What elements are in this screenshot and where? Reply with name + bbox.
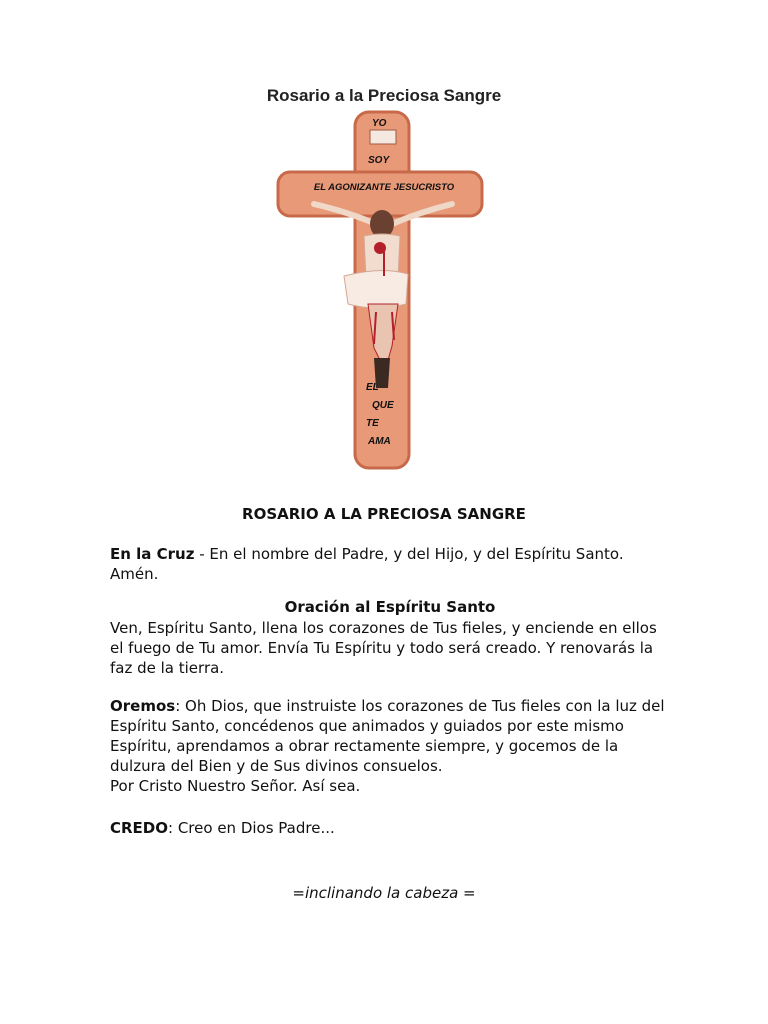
prayer-text: Ven, Espíritu Santo, llena los corazones de Tus fieles, y enciende en ellos el fuego de Tu amor. Envía Tu Espíritu y todo será creado. Y renovarás la faz de la tierra. xyxy=(110,619,657,677)
cross-horizontal-beam xyxy=(278,172,482,216)
cruz-label: En la Cruz xyxy=(110,545,195,563)
credo-text: : Creo en Dios Padre... xyxy=(168,819,335,837)
section-heading: ROSARIO A LA PRECIOSA SANGRE xyxy=(242,505,526,523)
cruz-paragraph xyxy=(110,544,670,584)
inri-plaque xyxy=(370,130,396,144)
crucifix-image xyxy=(258,108,510,472)
cross-text-yo: YO xyxy=(372,118,387,129)
page-title: Rosario a la Preciosa Sangre xyxy=(266,86,502,105)
cross-text-que: QUE xyxy=(372,400,394,411)
figure-loincloth xyxy=(344,270,408,308)
cross-text-soy: SOY xyxy=(368,155,390,166)
instruction-note: =inclinando la cabeza = xyxy=(292,884,476,902)
oremos-closing: Por Cristo Nuestro Señor. Así sea. xyxy=(110,777,361,795)
credo-paragraph xyxy=(110,818,670,838)
oremos-text: : Oh Dios, que instruiste los corazones de Tus fieles con la luz del Espíritu Santo, concédenos que animados y guiados por este mismo Espíritu, aprendamos a obrar rectamente siempre, y gocemos de la dulzura del Bien y de Sus divinos consuelos. xyxy=(110,697,665,775)
cross-text-te: TE xyxy=(366,418,379,429)
prayer-heading: Oración al Espíritu Santo xyxy=(284,598,496,616)
credo-label: CREDO xyxy=(110,819,169,837)
cross-text-crossbar: EL AGONIZANTE JESUCRISTO xyxy=(313,182,455,193)
oremos-paragraph xyxy=(110,696,670,796)
cross-text-ama: AMA xyxy=(368,436,391,447)
cross-text-el: EL xyxy=(366,382,379,393)
cruz-text: - En el nombre del Padre, y del Hijo, y del Espíritu Santo. Amén. xyxy=(110,545,624,583)
oremos-label: Oremos xyxy=(110,697,176,715)
